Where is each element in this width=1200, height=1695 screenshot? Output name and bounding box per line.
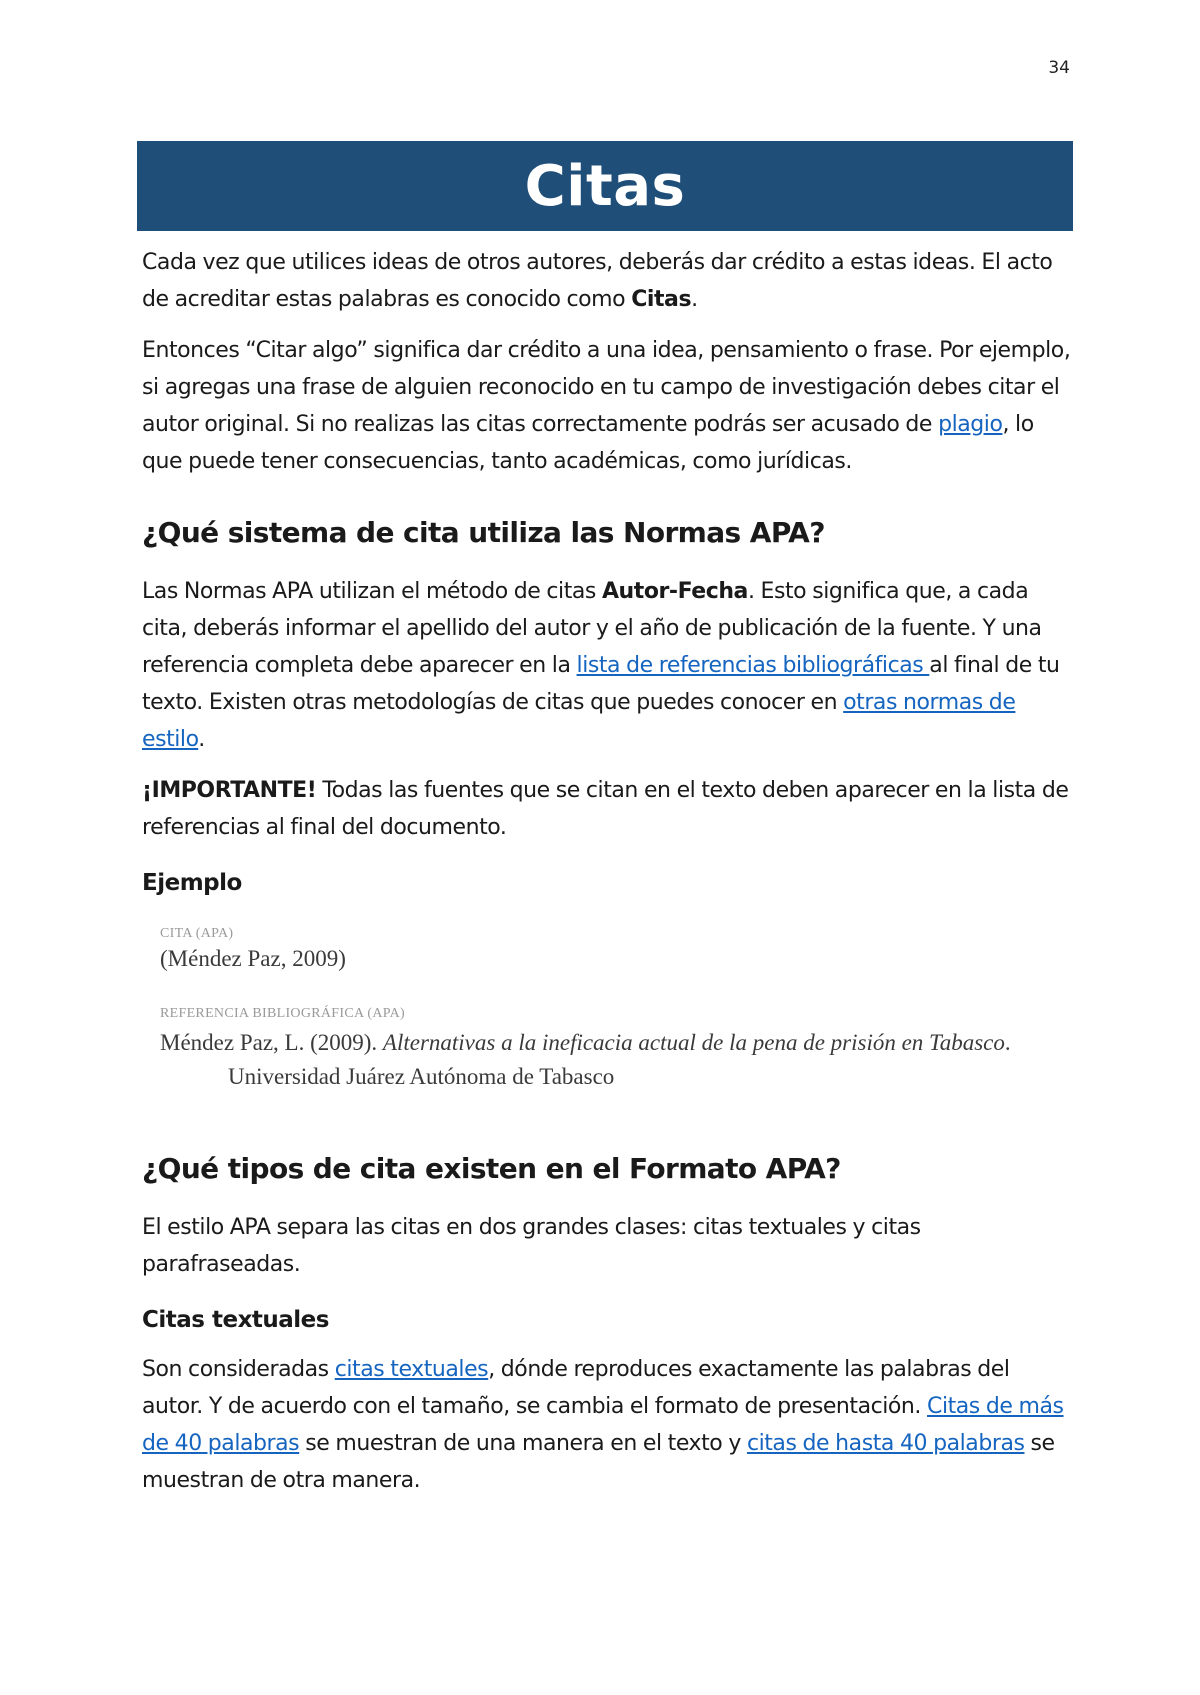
other-style-norms-link[interactable]: otras normas de estilo [142,690,1016,752]
intro-paragraph-1 [142,244,1072,318]
long-citations-link[interactable]: Citas de más de 40 palabras [142,1394,1064,1456]
title-banner [137,141,1073,231]
section2-text: , dónde reproduces exactamente las palabras del autor. Y de acuerdo con el tamaño, se cambia el formato de presentación. [142,1357,1010,1419]
section1-text: Las Normas APA utilizan el método de citas [142,579,602,604]
reference-example [160,1026,1072,1094]
intro-text: Entonces “Citar algo” significa dar crédito a una idea, pensamiento o frase. Por ejemplo, si agregas una frase de alguien reconocido en tu campo de investigación debes citar el autor original. Si no realizas las citas correctamente podrás ser acusado de [142,338,1071,437]
section2-text: Son consideradas [142,1357,335,1382]
short-citations-link[interactable]: citas de hasta 40 palabras [746,1431,1025,1456]
citation-example [160,926,1072,1094]
page-number: 34 [1048,58,1070,78]
intro-paragraph-2 [142,332,1072,480]
section2-text: se muestran de una manera en el texto y [299,1431,747,1456]
plagio-link[interactable]: plagio [938,412,1003,437]
example-heading: Ejemplo [142,870,242,896]
intro-bold-term: Citas [631,287,692,312]
autor-fecha-term: Autor-Fecha [601,579,748,604]
textual-citations-link[interactable]: citas textuales [334,1357,489,1382]
cite-example-text: (Méndez Paz, 2009) [160,946,346,971]
important-text: Todas las fuentes que se citan en el texto deben aparecer en la lista de referencias al final del documento. [142,778,1069,840]
intro-text: Cada vez que utilices ideas de otros autores, deberás dar crédito a estas ideas. El acto de acreditar estas palabras es conocido como [142,250,1053,312]
textual-citations-heading: Citas textuales [142,1307,329,1333]
section2-paragraph-2 [142,1351,1072,1499]
intro-text-end: , lo que puede tener consecuencias, tanto académicas, como jurídicas. [142,412,1034,474]
document-body [142,244,1072,1513]
important-label: ¡IMPORTANTE! [142,778,317,803]
reference-publisher: . Universidad Juárez Autónoma de Tabasco [228,1030,1011,1089]
section2-text: se muestran de otra manera. [142,1431,1055,1493]
section1-paragraph-1 [142,573,1072,758]
section1-text: . Esto significa que, a cada cita, deberás informar el apellido del autor y el año de publicación de la fuente. Y una referencia completa debe aparecer en la [142,579,1042,678]
reference-title: Alternativas a la ineficacia actual de la pena de prisión en Tabasco [382,1030,1005,1055]
section2-paragraph-1: El estilo APA separa las citas en dos grandes clases: citas textuales y citas parafraseadas. [142,1215,921,1277]
section1-text: al final de tu texto. Existen otras metodologías de citas que puedes conocer en [142,653,1060,715]
page-title: Citas [524,153,686,219]
cite-label: CITA (APA) [160,926,234,941]
important-note [142,772,1072,846]
reference-label: REFERENCIA BIBLIOGRÁFICA (APA) [160,1006,405,1021]
section1-text: . [198,727,205,752]
section-heading-citation-types: ¿Qué tipos de cita existen en el Formato APA? [142,1152,841,1185]
reference-list-link[interactable]: lista de referencias bibliográficas [576,653,930,678]
intro-text-end: . [691,287,698,312]
section-heading-citation-system: ¿Qué sistema de cita utiliza las Normas APA? [142,516,825,549]
reference-author: Méndez Paz, L. (2009). [160,1030,383,1055]
